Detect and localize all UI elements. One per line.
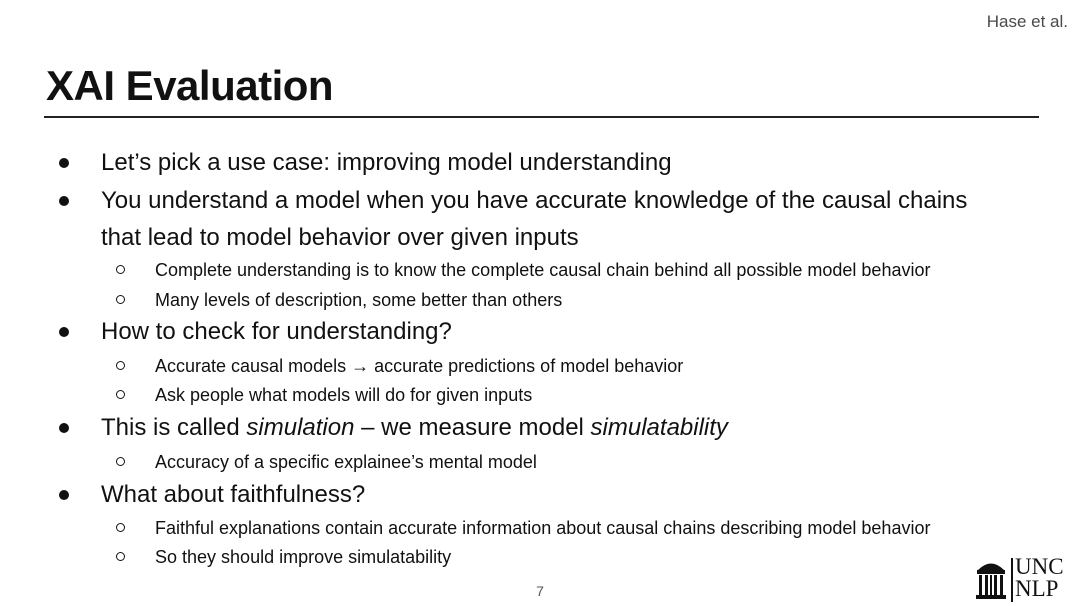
bullet-text: Let’s pick a use case: improving model understanding: [101, 149, 672, 176]
sub-bullet-item: [155, 354, 683, 378]
bullet-dot-icon: [59, 158, 69, 168]
sub-bullet-text: Accuracy of a specific explainee’s mental model: [155, 452, 537, 472]
logo-line-unc: UNC: [1015, 554, 1064, 579]
sub-bullet-text: Complete understanding is to know the complete causal chain behind all possible model behavior: [155, 260, 931, 280]
old-well-icon: [975, 556, 1007, 602]
sub-bullet-item: [155, 545, 451, 569]
sub-bullet-text: Many levels of description, some better than others: [155, 290, 563, 310]
bullet-text: What about faithfulness?: [101, 481, 366, 508]
bullet-text: You understand a model when you have accurate knowledge of the causal chains: [101, 187, 968, 214]
sub-bullet-text: So they should improve simulatability: [155, 547, 452, 567]
bullet-dot-icon: [59, 196, 69, 206]
sub-bullet-circle-icon: [116, 457, 125, 466]
sub-bullet-item: [155, 258, 930, 282]
sub-bullet-circle-icon: [116, 361, 125, 370]
bullet-item: [101, 480, 365, 510]
slide-title: XAI Evaluation: [46, 62, 334, 109]
bullet-item: [101, 317, 452, 347]
sub-bullet-item: [155, 288, 562, 312]
sub-bullet-circle-icon: [116, 523, 125, 532]
logo-wordmark: [1015, 556, 1064, 600]
bullet-text-continuation: that lead to model behavior over given inputs: [101, 224, 579, 251]
logo-line-nlp: NLP: [1015, 576, 1059, 601]
title-divider: [44, 116, 1039, 118]
bullet-emphasis-simulatability: simulatability: [590, 414, 728, 441]
bullet-emphasis-simulation: simulation: [246, 414, 355, 441]
sub-bullet-circle-icon: [116, 295, 125, 304]
attribution: Hase et al.: [986, 12, 1068, 31]
bullet-text-middle: – we measure model: [354, 414, 591, 441]
sub-bullet-circle-icon: [116, 265, 125, 274]
bullet-text: How to check for understanding?: [101, 318, 452, 345]
sub-bullet-circle-icon: [116, 552, 125, 561]
bullet-item: [101, 186, 967, 216]
sub-bullet-item: [155, 450, 537, 474]
bullet-item: [101, 148, 672, 178]
sub-bullet-circle-icon: [116, 390, 125, 399]
bullet-dot-icon: [59, 423, 69, 433]
bullet-dot-icon: [59, 490, 69, 500]
sub-bullet-text: Faithful explanations contain accurate information about causal chains describing model behavior: [155, 518, 931, 538]
bullet-item: [101, 413, 728, 443]
page-number: 7: [536, 583, 544, 599]
bullet-dot-icon: [59, 327, 69, 337]
logo-divider: [1011, 558, 1013, 602]
sub-bullet-text: Ask people what models will do for given inputs: [155, 385, 533, 405]
bullet-text-before: This is called: [101, 414, 247, 441]
sub-bullet-item: [155, 383, 532, 407]
sub-bullet-item: [155, 516, 930, 540]
sub-bullet-text: Accurate causal models → accurate predictions of model behavior: [155, 356, 684, 376]
